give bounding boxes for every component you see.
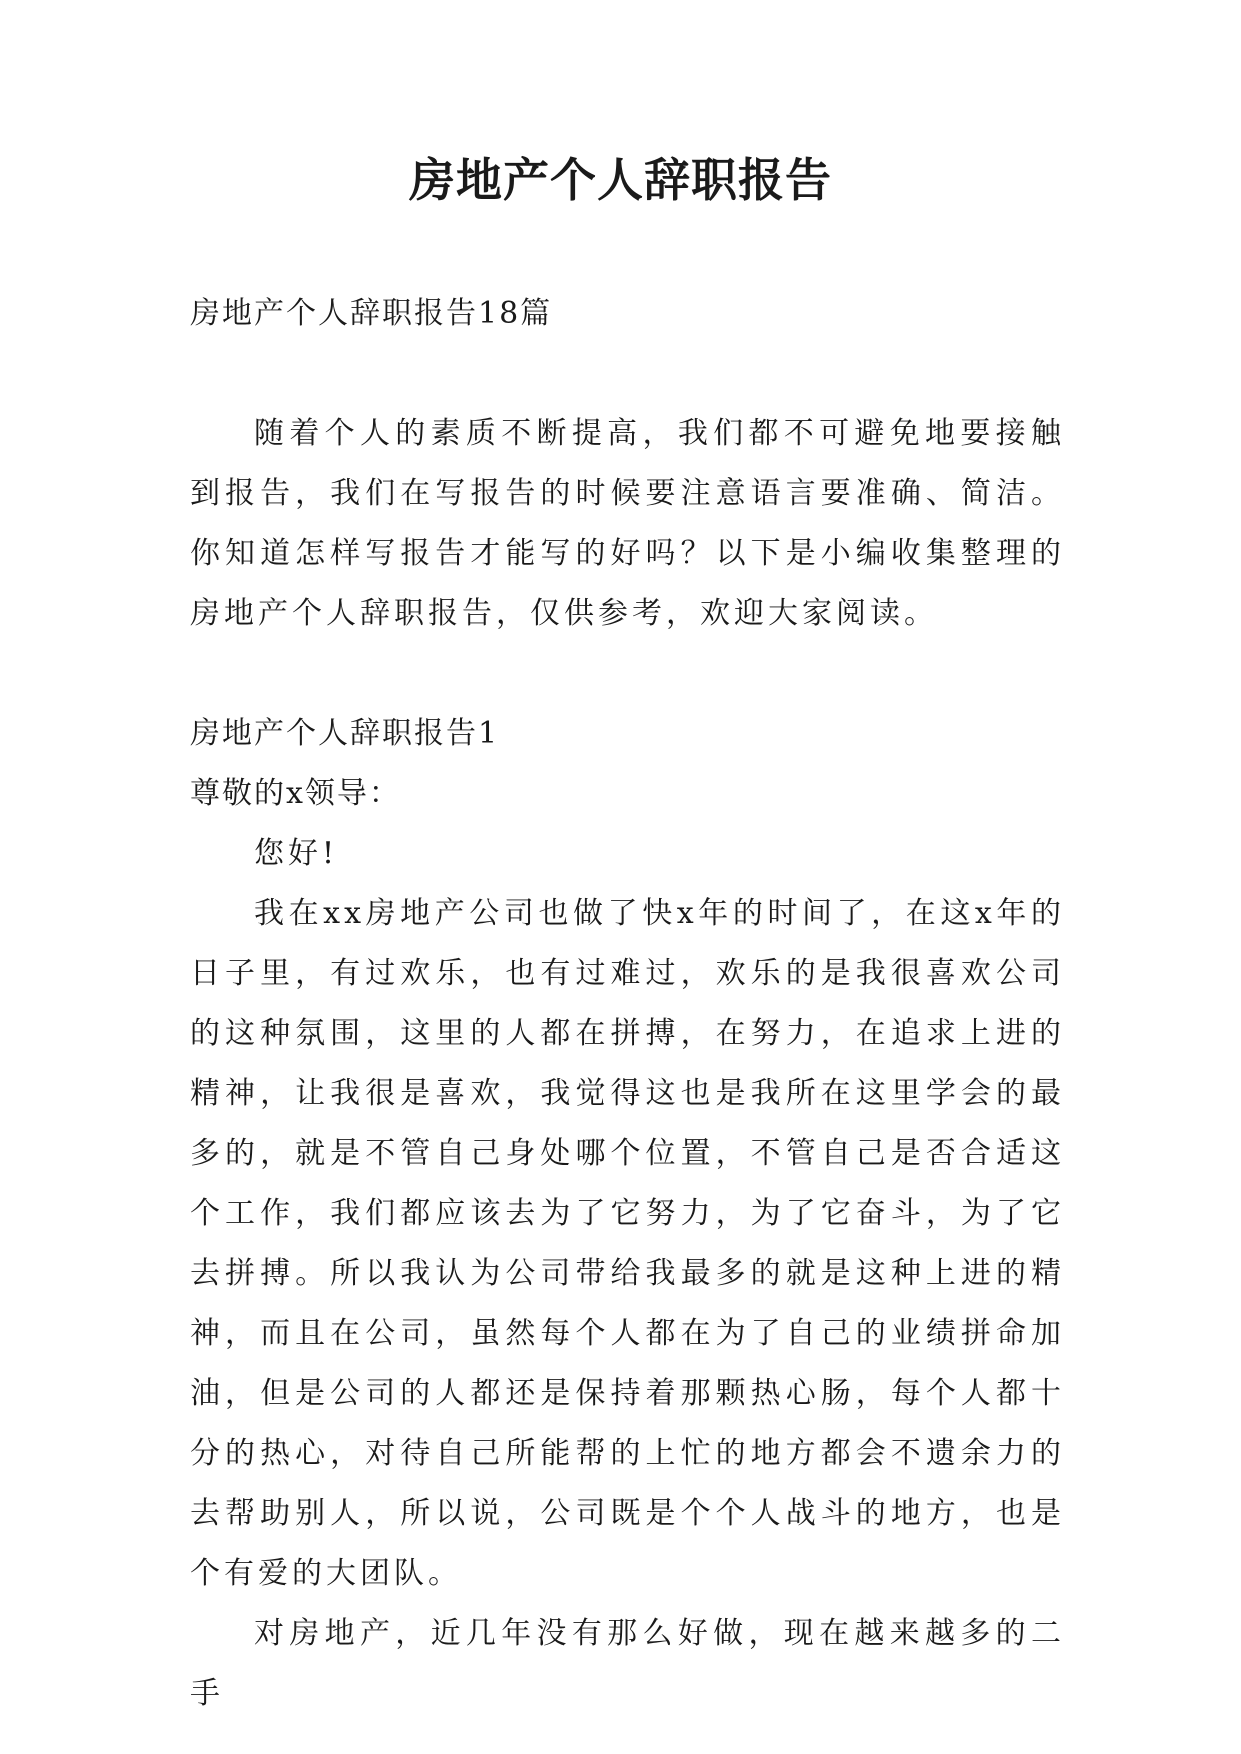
intro-paragraph: 随着个人的素质不断提高，我们都不可避免地要接触到报告，我们在写报告的时候要注意语言要准确、简洁。你知道怎样写报告才能写的好吗？以下是小编收集整理的房地产个人辞职报告，仅供参考，欢迎大家阅读。	[190, 416, 1065, 631]
section-heading: 房地产个人辞职报告1	[190, 716, 500, 751]
salutation: 尊敬的x领导：	[190, 776, 401, 811]
body-paragraph-2: 对房地产，近几年没有那么好做，现在越来越多的二手	[190, 1616, 1065, 1711]
document-body	[190, 284, 1065, 1724]
body-paragraph-1: 我在xx房地产公司也做了快x年的时间了，在这x年的日子里，有过欢乐，也有过难过，欢乐的是我很喜欢公司的这种氛围，这里的人都在拼搏，在努力，在追求上进的精神，让我很是喜欢，我觉得这也是我所在这里学会的最多的，就是不管自己身处哪个位置，不管自己是否合适这个工作，我们都应该去为了它努力，为了它奋斗，为了它去拼搏。所以我认为公司带给我最多的就是这种上进的精神，而且在公司，虽然每个人都在为了自己的业绩拼命加油，但是公司的人都还是保持着那颗热心肠，每个人都十分的热心，对待自己所能帮的上忙的地方都会不遗余力的去帮助别人，所以说，公司既是个个人战斗的地方，也是个有爱的大团队。	[190, 896, 1065, 1591]
document-subtitle: 房地产个人辞职报告18篇	[190, 296, 553, 331]
greeting: 您好!	[254, 836, 339, 871]
document-title: 房地产个人辞职报告	[409, 153, 832, 207]
